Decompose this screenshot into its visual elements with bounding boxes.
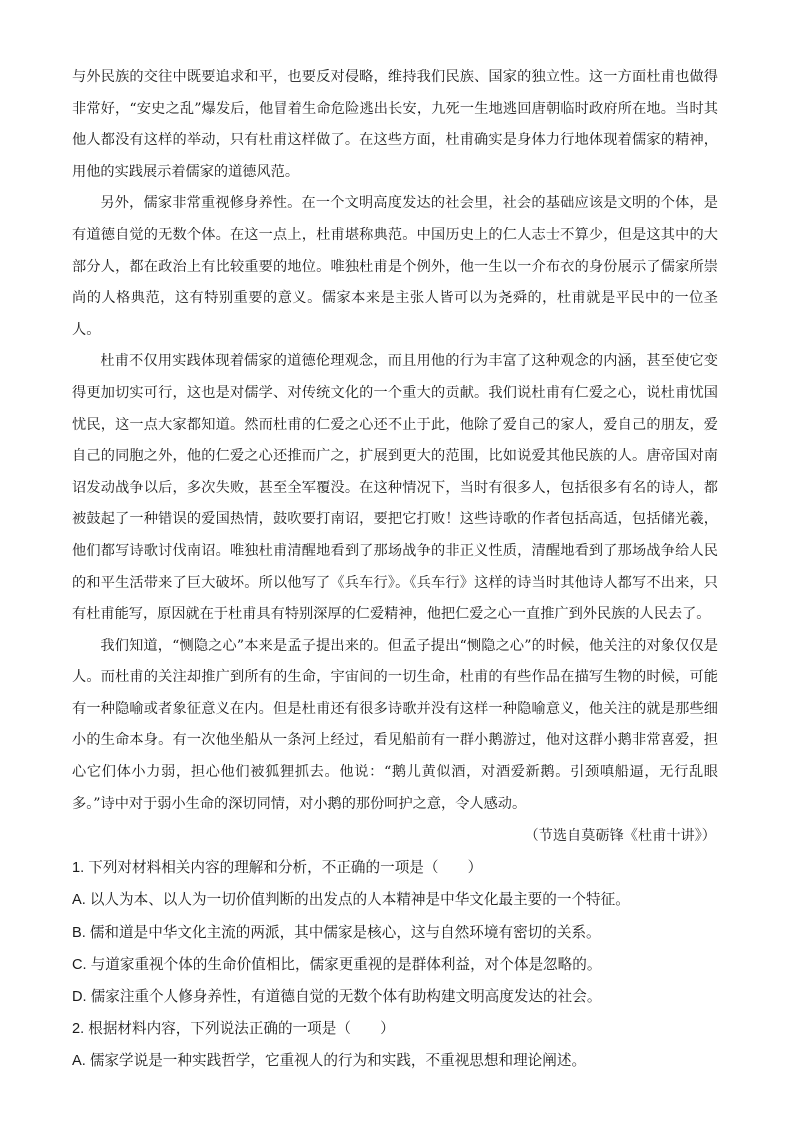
question-list xyxy=(72,852,718,1077)
passage-paragraph: 杜甫不仅用实践体现着儒家的道德伦理观念，而且用他的行为丰富了这种观念的内涵，甚至使它变得更加切实可行，这也是对儒学、对传统文化的一个重大的贡献。我们说杜甫有仁爱之心，说杜甫忧国忧民，这一点大家都知道。然而杜甫的仁爱之心还不止于此，他除了爱自己的家人，爱自己的朋友，爱自己的同胞之外，他的仁爱之心还推而广之，扩展到更大的范围，比如说爱其他民族的人。唐帝国对南诏发动战争以后，多次失败，甚至全军覆没。在这种情况下，当时有很多人，包括很多有名的诗人，都被鼓起了一种错误的爱国热情，鼓吹要打南诏，要把它打败！这些诗歌的作者包括高适，包括储光羲，他们都写诗歌讨伐南诏。唯独杜甫清醒地看到了那场战争的非正义性质，清醒地看到了那场战争给人民的和平生活带来了巨大破坏。所以他写了《兵车行》。《兵车行》这样的诗当时其他诗人都写不出来，只有杜甫能写，原因就在于杜甫具有特别深厚的仁爱精神，他把仁爱之心一直推广到外民族的人民去了。 xyxy=(72,353,718,623)
document-page xyxy=(72,62,718,1078)
answer-option: A. 儒家学说是一种实践哲学，它重视人的行为和实践，不重视思想和理论阐述。 xyxy=(72,1053,587,1070)
answer-option: A. 以人为本、以人为一切价值判断的出发点的人本精神是中华文化最主要的一个特征。 xyxy=(72,892,630,909)
passage-paragraph: 另外，儒家非常重视修身养性。在一个文明高度发达的社会里，社会的基础应该是文明的个体，是有道德自觉的无数个体。在这一点上，杜甫堪称典范。中国历史上的仁人志士不算少，但是这其中的大部分人，都在政治上有比较重要的地位。唯独杜甫是个例外，他一生以一介布衣的身份展示了儒家所崇尚的人格典范，这有特别重要的意义。儒家本来是主张人皆可以为尧舜的，杜甫就是平民中的一位圣人。 xyxy=(72,195,718,338)
question-stem: 1. 下列对材料相关内容的理解和分析，不正确的一项是（ ） xyxy=(72,860,483,877)
answer-option: B. 儒和道是中华文化主流的两派，其中儒家是核心，这与自然环境有密切的关系。 xyxy=(72,924,601,941)
source-citation: （节选自莫砺锋《杜甫十讲》） xyxy=(524,828,716,845)
passage-paragraph: 与外民族的交往中既要追求和平，也要反对侵略，维持我们民族、国家的独立性。这一方面杜甫也做得非常好，“安史之乱”爆发后，他冒着生命危险逃出长安，九死一生地逃回唐朝临时政府所在地。当时其他人都没有这样的举动，只有杜甫这样做了。在这些方面，杜甫确实是身体力行地体现着儒家的精神，用他的实践展示着儒家的道德风范。 xyxy=(72,69,718,180)
reading-passage xyxy=(72,62,718,852)
passage-paragraph: 我们知道，“恻隐之心”本来是孟子提出来的。但孟子提出“恻隐之心”的时候，他关注的对象仅仅是人。而杜甫的关注却推广到所有的生命，宇宙间的一切生命，杜甫的有些作品在描写生物的时候，可能有一种隐喻或者象征意义在内。但是杜甫还有很多诗歌并没有这样一种隐喻意义，他关注的就是那些细小的生命本身。有一次他坐船从一条河上经过，看见船前有一群小鹅游过，他对这群小鹅非常喜爱，担心它们体小力弱，担心他们被狐狸抓去。他说：“鹅儿黄似酒，对酒爱新鹅。引颈嗔船逼，无行乱眼多。”诗中对于弱小生命的深切同情，对小鹅的那份呵护之意，令人感动。 xyxy=(72,637,718,812)
answer-option: D. 儒家注重个人修身养性，有道德自觉的无数个体有助构建文明高度发达的社会。 xyxy=(72,989,602,1006)
question-stem: 2. 根据材料内容，下列说法正确的一项是（ ） xyxy=(72,1021,395,1038)
answer-option: C. 与道家重视个体的生命价值相比，儒家更重视的是群体利益，对个体是忽略的。 xyxy=(72,956,602,973)
